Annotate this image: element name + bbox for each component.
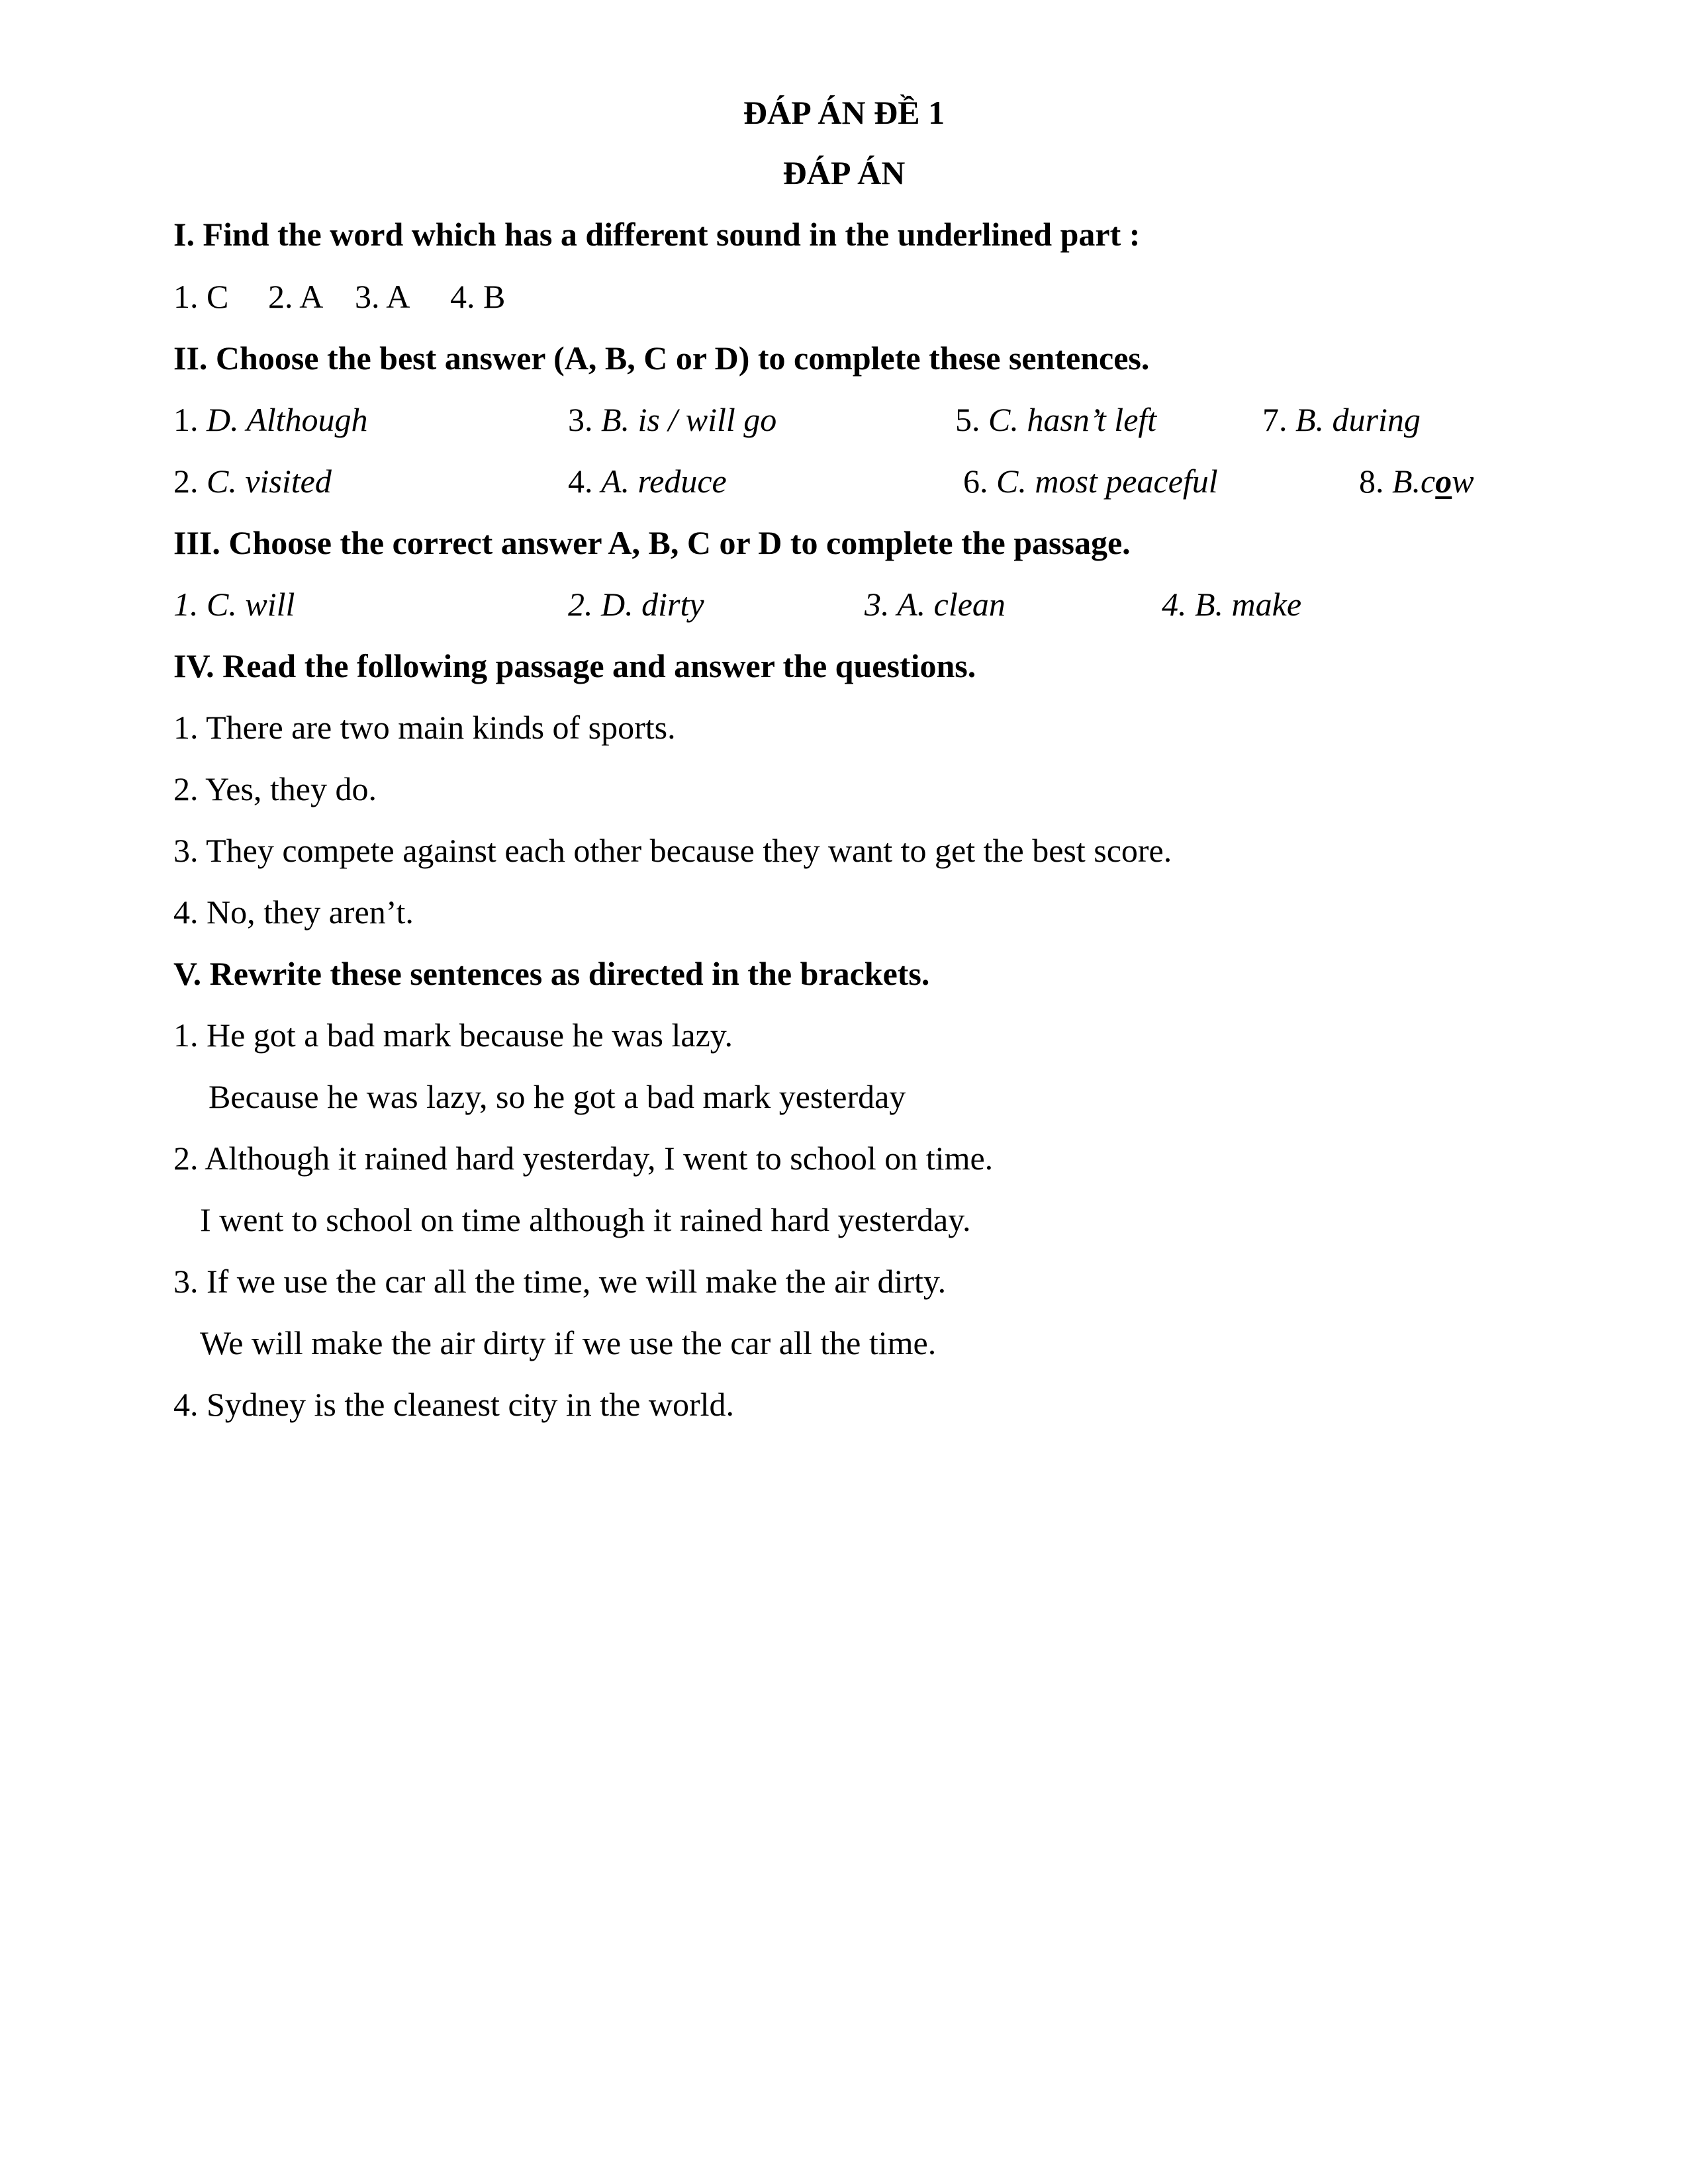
section-2-answer (963, 461, 1218, 501)
answer-number: 1. (173, 401, 207, 438)
section-4-answer: 1. There are two main kinds of sports. (173, 709, 676, 746)
answer-number: 8. (1359, 463, 1392, 500)
section-5-line: I went to school on time although it rained hard yesterday. (200, 1201, 971, 1238)
answer-text: D. Although (207, 401, 368, 438)
section-3-heading: III. Choose the correct answer A, B, C or D to complete the passage. (173, 524, 1131, 561)
section-5-line: 4. Sydney is the cleanest city in the world. (173, 1386, 735, 1423)
answer-text: A. reduce (601, 463, 727, 500)
section-3-answer: 4. B. make (1162, 586, 1302, 623)
section-1-answer: 3. A (355, 278, 410, 315)
section-1-heading: I. Find the word which has a different sound in the underlined part : (173, 216, 1141, 253)
section-3-answer: 1. C. will (173, 586, 295, 623)
section-3-answer: 2. D. dirty (568, 586, 704, 623)
underlined-letter: o (1435, 463, 1452, 500)
section-5-line: We will make the air dirty if we use the car all the time. (200, 1324, 937, 1361)
answer-text: C. visited (207, 463, 332, 500)
section-4-answer: 3. They compete against each other because they want to get the best score. (173, 832, 1172, 869)
section-2-heading: II. Choose the best answer (A, B, C or D) to complete these sentences. (173, 340, 1150, 377)
answer-number: 7. (1262, 401, 1295, 438)
section-3-answer: 3. A. clean (865, 586, 1006, 623)
document-title: ĐÁP ÁN ĐỀ 1 (743, 94, 945, 131)
section-2-answer (173, 400, 368, 439)
section-2-answer (568, 461, 727, 501)
section-2-answer (568, 400, 776, 439)
answer-number: 5. (955, 401, 988, 438)
answer-number: 3. (568, 401, 601, 438)
answer-number: 6. (963, 463, 996, 500)
section-2-answer (173, 461, 332, 501)
section-1-answer: 1. C (173, 278, 229, 315)
section-4-heading: IV. Read the following passage and answer the questions. (173, 647, 976, 684)
answer-text: B. during (1295, 401, 1421, 438)
answer-text: w (1452, 463, 1474, 500)
section-4-answer: 4. No, they aren’t. (173, 893, 414, 931)
answer-text: B.c (1392, 463, 1436, 500)
document-subtitle: ĐÁP ÁN (782, 154, 906, 191)
section-1-answer: 4. B (450, 278, 506, 315)
answer-text: C. hasn’t left (988, 401, 1157, 438)
section-5-heading: V. Rewrite these sentences as directed in the brackets. (173, 955, 930, 992)
section-5-line: 3. If we use the car all the time, we will make the air dirty. (173, 1263, 947, 1300)
answer-text: B. is / will go (601, 401, 777, 438)
answer-text: C. most peaceful (996, 463, 1218, 500)
section-2-answer (955, 400, 1156, 439)
section-5-line: Because he was lazy, so he got a bad mark yesterday (209, 1078, 906, 1115)
section-1-answer: 2. A (268, 278, 324, 315)
section-2-answer (1262, 400, 1421, 439)
answer-number: 4. (568, 463, 601, 500)
answer-number: 2. (173, 463, 207, 500)
section-2-answer (1359, 461, 1474, 501)
section-5-line: 1. He got a bad mark because he was lazy. (173, 1017, 733, 1054)
section-5-line: 2. Although it rained hard yesterday, I went to school on time. (173, 1140, 994, 1177)
section-4-answer: 2. Yes, they do. (173, 770, 377, 807)
